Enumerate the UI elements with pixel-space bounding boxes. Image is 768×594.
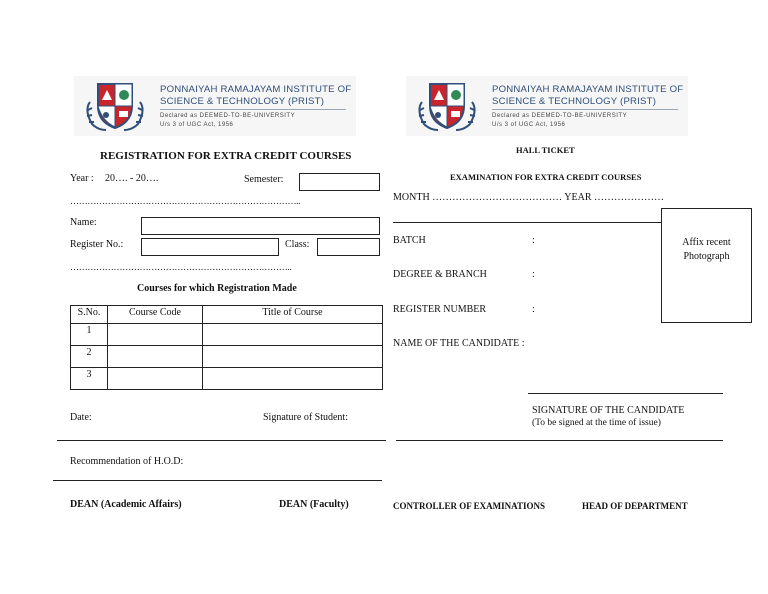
signature-candidate-label: SIGNATURE OF THE CANDIDATE (532, 405, 685, 416)
divider-line (53, 480, 382, 481)
batch-label: BATCH (393, 235, 426, 246)
batch-colon: : (532, 235, 535, 246)
hod-label: HEAD OF DEPARTMENT (582, 501, 688, 511)
logo-divider (160, 109, 346, 110)
candidate-name-label: NAME OF THE CANDIDATE : (393, 338, 525, 349)
institute-declared-line1: Declared as DEEMED-TO-BE-UNIVERSITY (492, 113, 628, 119)
course-code-cell[interactable] (108, 346, 203, 368)
institute-declared-line1: Declared as DEEMED-TO-BE-UNIVERSITY (160, 113, 296, 119)
course-title-cell[interactable] (203, 368, 383, 390)
institute-logo-left (74, 76, 356, 136)
divider-line (393, 222, 662, 223)
photo-instruction-line1: Affix recent (682, 237, 731, 248)
dean-faculty-label: DEAN (Faculty) (279, 499, 349, 510)
signature-student-label: Signature of Student: (263, 412, 348, 423)
row-sno: 3 (71, 368, 108, 390)
date-label: Date: (70, 412, 92, 423)
photo-box[interactable] (661, 208, 752, 323)
institute-name-line2: SCIENCE & TECHNOLOGY (PRIST) (492, 96, 657, 107)
table-row (71, 346, 383, 368)
institute-logo-right (406, 76, 688, 136)
table-row (71, 368, 383, 390)
register-no-field[interactable] (141, 238, 279, 256)
column-header-sno: S.No. (71, 306, 108, 324)
name-label: Name: (70, 217, 97, 228)
degree-branch-label: DEGREE & BRANCH (393, 269, 487, 280)
degree-colon: : (532, 269, 535, 280)
signature-line (528, 393, 723, 394)
courses-table (70, 305, 383, 390)
recommendation-label: Recommendation of H.O.D: (70, 456, 184, 467)
institute-declared-line2: U/s 3 of UGC Act, 1956 (160, 122, 234, 128)
institute-name-line2: SCIENCE & TECHNOLOGY (PRIST) (160, 96, 325, 107)
table-header-row (71, 306, 383, 324)
column-header-course-code: Course Code (108, 306, 203, 324)
year-value: 20…. - 20…. (105, 173, 159, 184)
dotted-line-2: ………………………………………………………………….. (70, 262, 292, 272)
dotted-line-1: …………………………………………………………………….. (70, 196, 301, 206)
class-label: Class: (285, 239, 310, 250)
logo-divider (492, 109, 678, 110)
register-no-label: Register No.: (70, 239, 124, 250)
register-number-colon: : (532, 304, 535, 315)
exam-title: EXAMINATION FOR EXTRA CREDIT COURSES (450, 172, 642, 182)
semester-label: Semester: (244, 174, 284, 185)
course-title-cell[interactable] (203, 324, 383, 346)
registration-title: REGISTRATION FOR EXTRA CREDIT COURSES (100, 150, 352, 162)
divider-line (396, 440, 723, 441)
controller-label: CONTROLLER OF EXAMINATIONS (393, 501, 546, 511)
course-code-cell[interactable] (108, 368, 203, 390)
course-code-cell[interactable] (108, 324, 203, 346)
photo-instruction-line2: Photograph (683, 251, 730, 262)
column-header-title-of-course: Title of Course (203, 306, 383, 324)
dean-academic-label: DEAN (Academic Affairs) (70, 499, 182, 510)
course-title-cell[interactable] (203, 346, 383, 368)
row-sno: 1 (71, 324, 108, 346)
institute-name-line1: PONNAIYAH RAMAJAYAM INSTITUTE OF (160, 84, 352, 95)
name-field[interactable] (141, 217, 380, 235)
class-field[interactable] (317, 238, 380, 256)
row-sno: 2 (71, 346, 108, 368)
register-number-label: REGISTER NUMBER (393, 304, 487, 315)
crest-icon (80, 80, 150, 132)
hall-ticket-title: HALL TICKET (516, 145, 575, 155)
divider-line (57, 440, 386, 441)
table-row (71, 324, 383, 346)
signature-note: (To be signed at the time of issue) (532, 418, 661, 428)
month-year-line: MONTH ………………………………… YEAR ………………… (393, 192, 665, 203)
institute-declared-line2: U/s 3 of UGC Act, 1956 (492, 122, 566, 128)
courses-heading: Courses for which Registration Made (137, 283, 297, 294)
institute-name-line1: PONNAIYAH RAMAJAYAM INSTITUTE OF (492, 84, 684, 95)
year-label: Year : (70, 173, 94, 184)
semester-field[interactable] (299, 173, 380, 191)
crest-icon (412, 80, 482, 132)
